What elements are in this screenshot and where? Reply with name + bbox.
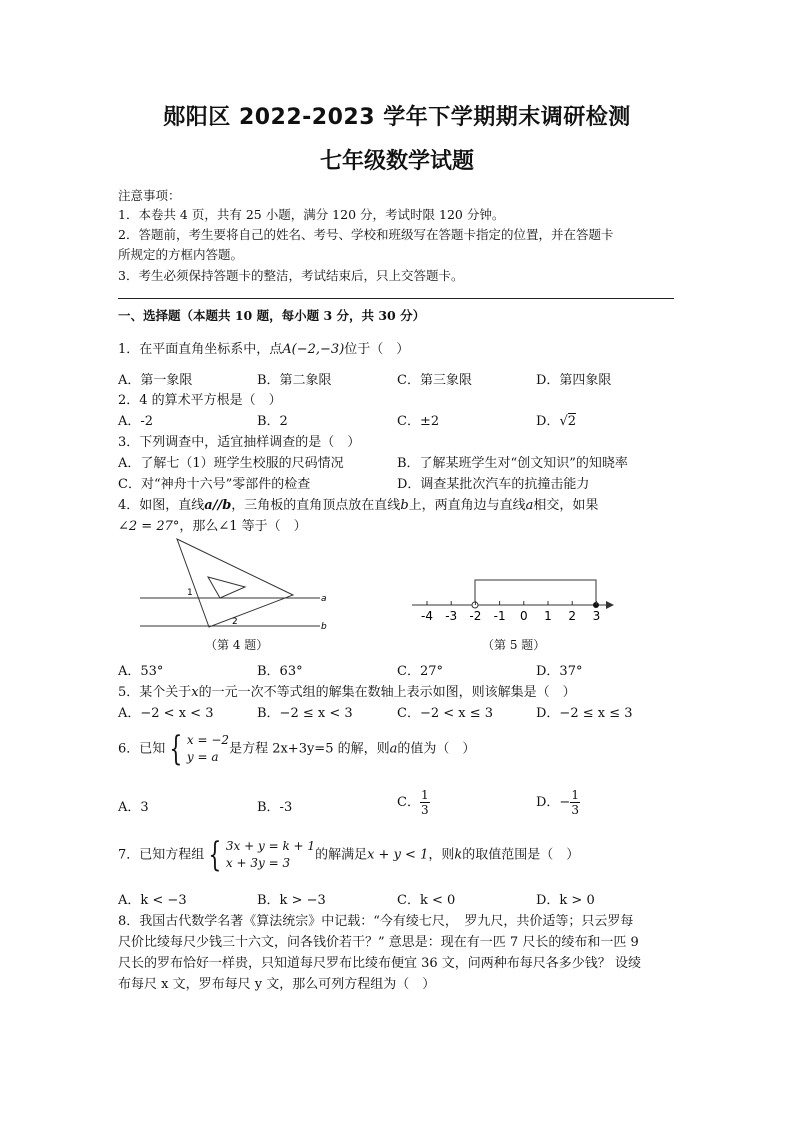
option-1a: A．第一象限 <box>118 373 193 388</box>
brace: { <box>208 835 222 875</box>
option-5b: B．−2 ≤ x < 3 <box>257 706 353 721</box>
option-7c: C．k < 0 <box>397 893 456 908</box>
option-3c: C．对“神舟十六号”零部件的检查 <box>118 477 311 492</box>
option-5c: C．−2 < x ≤ 3 <box>397 706 494 721</box>
question-8-line: 布每尺 x 文，罗布每尺 y 文，那么可列方程组为（ ） <box>118 977 436 992</box>
tick-label: 3 <box>592 609 601 623</box>
triangle-ruler <box>177 539 293 627</box>
option-7a: A．k < −3 <box>118 893 187 908</box>
figure-5-caption: （第 5 题） <box>482 638 546 652</box>
question-4-line2: ∠2 = 27°，那么∠1 等于（ ） <box>118 519 307 534</box>
label-angle-1: 1 <box>187 588 193 598</box>
option-6a: A．3 <box>118 800 149 815</box>
option-5a: A．−2 < x < 3 <box>118 706 214 721</box>
question-2: 2．4 的算术平方根是（ ） <box>118 393 282 408</box>
question-7: 7．已知方程组 { 3x + y = k + 1 x + 3y = 3 的解满足x + y < 1，则k的取值范围是（ ） <box>118 835 580 875</box>
tick-label: -2 <box>469 609 482 623</box>
figure-4 <box>140 535 340 635</box>
option-1b: B．第二象限 <box>257 373 332 388</box>
question-4-line1: 4．如图，直线a//b，三角板的直角顶点放在直线b上，两直角边与直线a相交，如果 <box>118 498 599 513</box>
option-4d: D．37° <box>536 664 583 679</box>
notes-heading: 注意事项： <box>118 188 181 203</box>
note-item: 2．答题前，考生要将自己的姓名、考号、学校和班级写在答题卡指定的位置，并在答题卡 <box>118 227 614 242</box>
question-5: 5．某个关于x的一元一次不等式组的解集在数轴上表示如图，则该解集是（ ） <box>118 685 576 700</box>
brace: { <box>169 729 183 769</box>
tick-label: -4 <box>421 609 433 623</box>
exam-subtitle: 七年级数学试题 <box>319 149 474 174</box>
tick-label: 1 <box>544 609 552 623</box>
option-6d: D．− $\frac{1}{3}$ <box>536 788 579 817</box>
option-3d: D．调查某批次汽车的抗撞击能力 <box>397 477 590 492</box>
tick-label: 0 <box>519 609 528 623</box>
note-item: 所规定的方框内答题。 <box>118 247 244 262</box>
option-2c: C．±2 <box>397 414 440 429</box>
option-2a: A．-2 <box>118 414 154 429</box>
figure-5-number-line <box>408 570 618 630</box>
sqrt-symbol: √ <box>559 414 568 429</box>
exam-title: 郧阳区 2022-2023 学年下学期期末调研检测 <box>163 105 631 130</box>
section-divider <box>118 298 674 299</box>
option-7d: D．k > 0 <box>536 893 595 908</box>
figure-4-caption: （第 4 题） <box>205 638 269 652</box>
question-1: 1．在平面直角坐标系中，点A(−2,−3)位于（ ） <box>118 342 410 357</box>
note-item: 1．本卷共 4 页，共有 25 小题，满分 120 分，考试时限 120 分钟。 <box>118 207 505 222</box>
tick-label: 2 <box>568 609 577 623</box>
question-8-line: 尺价比绫每尺少钱三十六文，问各钱价若干？” 意思是：现在有一匹 7 尺长的绫布和一匹 9 <box>118 935 639 950</box>
option-2d: D．√2 <box>536 414 577 429</box>
section-title: 一、选择题（本题共 10 题，每小题 3 分，共 30 分） <box>118 308 426 323</box>
option-5d: D．−2 ≤ x ≤ 3 <box>536 706 633 721</box>
label-b: b <box>321 622 327 632</box>
question-3: 3．下列调查中，适宜抽样调查的是（ ） <box>118 435 361 450</box>
label-a: a <box>321 594 327 604</box>
option-1c: C．第三象限 <box>397 373 472 388</box>
option-2b: B．2 <box>257 414 288 429</box>
question-8-line: 8．我国古代数学名著《算法统宗》中记载：“今有绫七尺， 罗九尺，共价适等；只云罗每 <box>118 914 634 929</box>
equation-system: 3x + y = k + 1 x + 3y = 3 <box>225 839 316 870</box>
option-6b: B．-3 <box>257 800 293 815</box>
option-4c: C．27° <box>397 664 443 679</box>
question-6: 6．已知 { x = −2 y = a 是方程 2x+3y=5 的解，则a的值为（ ） <box>118 729 476 769</box>
triangle-cutout <box>208 577 245 598</box>
option-3a: A．了解七（1）班学生校服的尺码情况 <box>118 456 344 471</box>
tick-label: -1 <box>493 609 506 623</box>
question-8-line: 尺长的罗布恰好一样贵，只知道每尺罗布比绫布便宜 36 文，问两种布每尺各多少钱？ 设绫 <box>118 956 641 971</box>
option-3b: B．了解某班学生对“创文知识”的知晓率 <box>397 456 628 471</box>
label-angle-2: 2 <box>232 617 238 627</box>
solution-bracket <box>475 580 596 602</box>
option-6c: C． $\frac{1}{3}$ <box>397 788 429 817</box>
option-1d: D．第四象限 <box>536 373 612 388</box>
equation-system: x = −2 y = a <box>186 733 230 764</box>
axis-arrow <box>606 601 614 609</box>
tick-label: -3 <box>445 609 458 623</box>
note-item: 3．考生必须保持答题卡的整洁，考试结束后，只上交答题卡。 <box>118 268 464 283</box>
option-4a: A．53° <box>118 664 164 679</box>
option-4b: B．63° <box>257 664 303 679</box>
option-7b: B．k > −3 <box>257 893 326 908</box>
